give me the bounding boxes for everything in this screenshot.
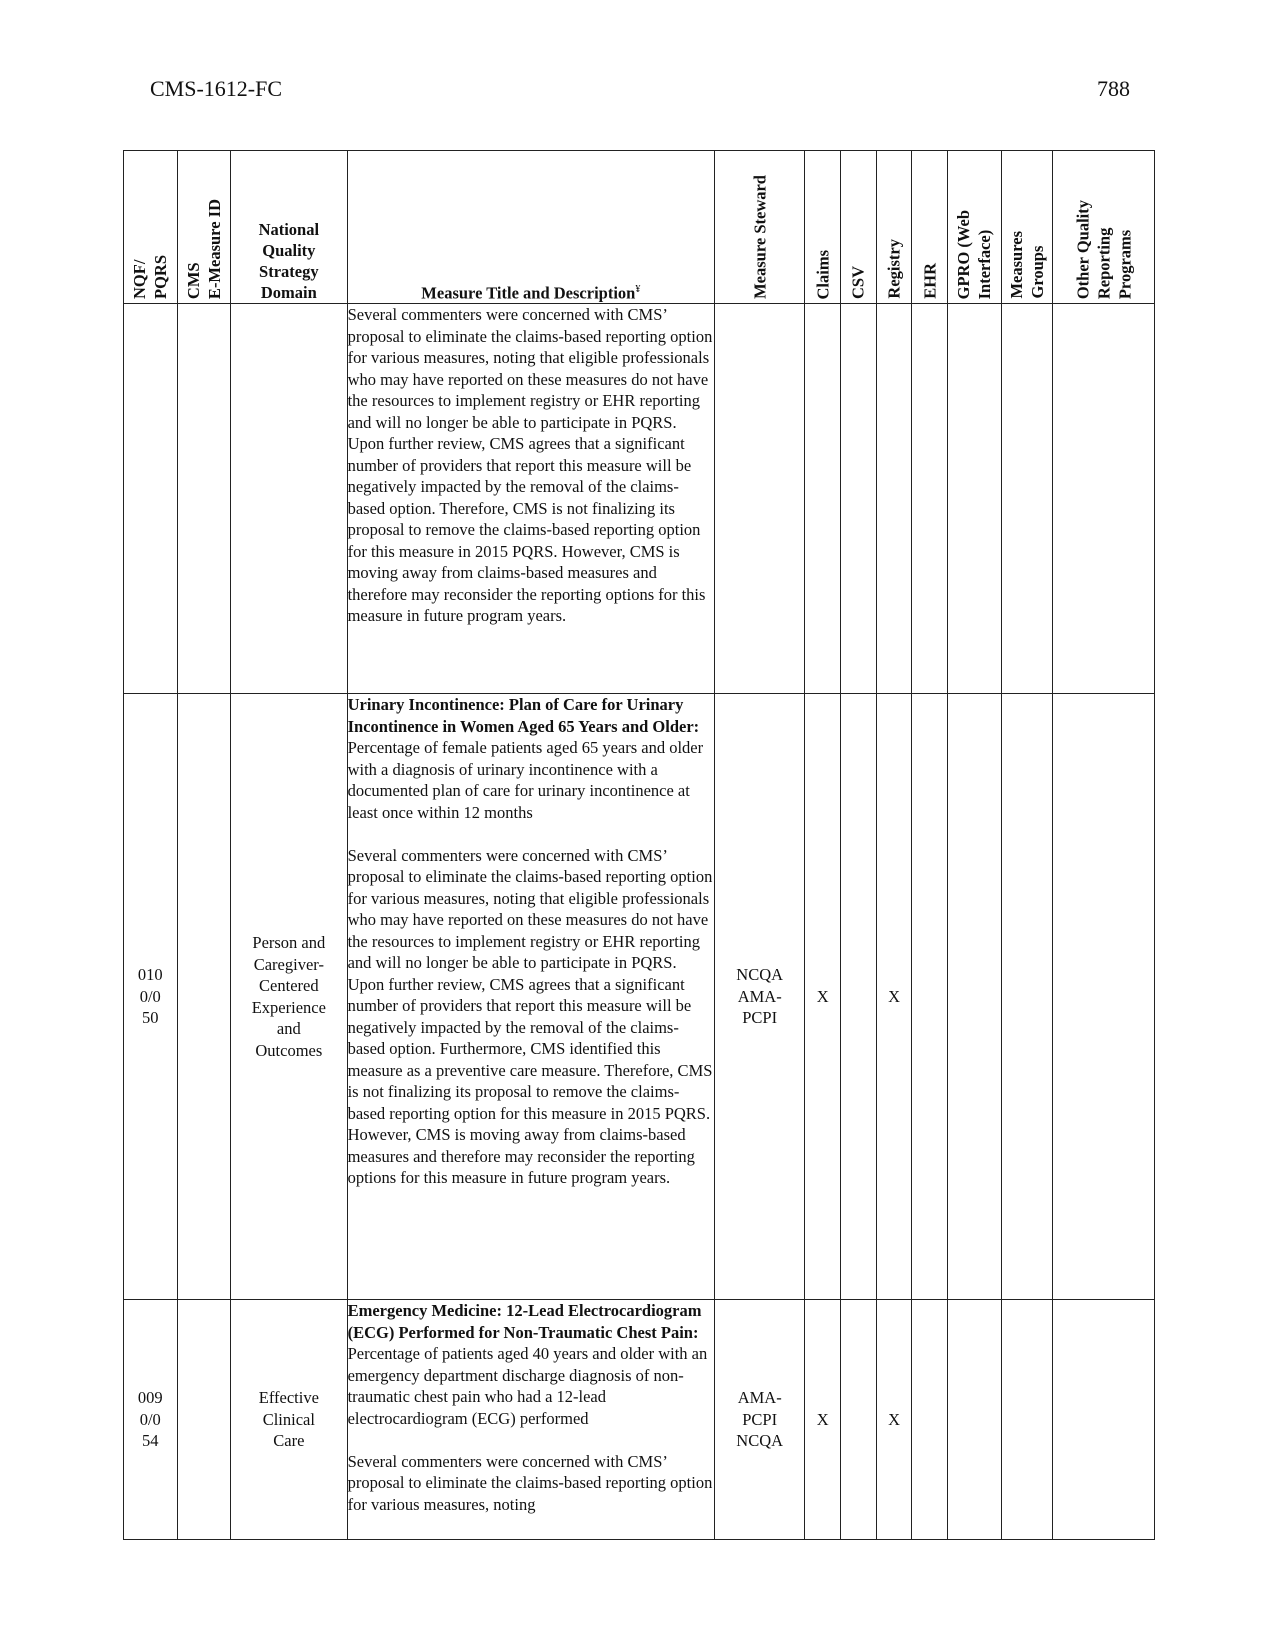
cell-domain [231,304,348,694]
cell-registry: X [876,694,912,1300]
col-header-gpro: GPRO (Web Interface) [948,151,1002,304]
cell-ehr [912,694,948,1300]
col-header-csv: CSV [841,151,877,304]
col-header-measure-title: Measure Title and Description¥ [347,151,714,304]
cell-measures-groups [1001,694,1052,1300]
cell-nqf: 010 0/0 50 [124,694,178,1300]
commenter-paragraph: Several commenters were concerned with CMS’ proposal to eliminate the claims-based reporting option for various measures, noting that eligible professionals who may have reported on these measures do not have the resources to implement registry or EHR reporting and will no longer be able to participate in PQRS. Upon further review, CMS agrees that a significant number of providers that report this measure will be negatively impacted by the removal of the claims-based option. Therefore, CMS is not finalizing its proposal to remove the claims-based reporting option for this measure in 2015 PQRS. However, CMS is moving away from claims-based measures and therefore may reconsider the reporting options for this measure in future program years. [347,305,713,625]
table-row [124,304,1155,694]
cell-steward: NCQA AMA- PCPI [715,694,805,1300]
cell-steward: AMA- PCPI NCQA [715,1300,805,1540]
cell-description [347,304,714,694]
cell-other-programs [1053,1300,1155,1540]
measures-table [123,150,1155,1540]
col-header-registry: Registry [876,151,912,304]
cell-steward [715,304,805,694]
page-number: 788 [1097,76,1130,101]
cell-description [347,1300,714,1540]
measure-title: Emergency Medicine: 12-Lead Electrocardiogram (ECG) Performed for Non-Traumatic Chest Pain: [347,1301,702,1342]
measure-description: Emergency Medicine: 12-Lead Electrocardiogram (ECG) Performed for Non-Traumatic Chest Pain: Percentage of patients aged 40 years and older with an emergency department discharge diagnosis of non-traumatic chest pain who had a 12-lead electrocardiogram (ECG) performed [347,1301,708,1428]
col-header-ehr: EHR [912,151,948,304]
cell-domain: Person and Caregiver- Centered Experience and Outcomes [231,694,348,1300]
yen-footnote-mark: ¥ [635,283,641,295]
cell-claims: X [805,694,841,1300]
col-header-measure-steward: Measure Steward [715,151,805,304]
cell-gpro [948,694,1002,1300]
cell-claims: X [805,1300,841,1540]
table-row [124,694,1155,1300]
col-header-measures-groups: Measures Groups [1001,151,1052,304]
col-header-nqf-pqrs: NQF/ PQRS [124,151,178,304]
cell-csv [841,694,877,1300]
cell-nqf: 009 0/0 54 [124,1300,178,1540]
cell-nqf [124,304,178,694]
col-header-claims: Claims [805,151,841,304]
cell-measures-groups [1001,304,1052,694]
cell-registry: X [876,1300,912,1540]
cell-description [347,694,714,1300]
cell-registry [876,304,912,694]
cell-ehr [912,304,948,694]
col-header-cms-emeasure-id: CMS E-Measure ID [177,151,231,304]
cell-ehr [912,1300,948,1540]
cell-other-programs [1053,694,1155,1300]
measure-title: Urinary Incontinence: Plan of Care for Urinary Incontinence in Women Aged 65 Years and Older: [347,695,700,736]
cell-claims [805,304,841,694]
cell-cms-id [177,304,231,694]
cell-csv [841,1300,877,1540]
col-header-other-programs: Other Quality Reporting Programs [1053,151,1155,304]
cell-cms-id [177,694,231,1300]
cell-other-programs [1053,304,1155,694]
document-id: CMS-1612-FC [150,76,283,101]
measure-description: Urinary Incontinence: Plan of Care for Urinary Incontinence in Women Aged 65 Years and Older: Percentage of female patients aged 65 years and older with a diagnosis of urinary incontinence with a documented plan of care for urinary incontinence at least once within 12 months [347,695,704,822]
col-header-domain: National Quality Strategy Domain [231,151,348,304]
header-row [124,151,1155,304]
cell-csv [841,304,877,694]
cell-measures-groups [1001,1300,1052,1540]
table-row [124,1300,1155,1540]
cell-cms-id [177,1300,231,1540]
commenter-paragraph: Several commenters were concerned with CMS’ proposal to eliminate the claims-based reporting option for various measures, noting that eligible professionals who may have reported on these measures do not have the resources to implement registry or EHR reporting and will no longer be able to participate in PQRS. Upon further review, CMS agrees that a significant number of providers that report this measure will be negatively impacted by the removal of the claims-based option. Furthermore, CMS identified this measure as a preventive care measure. Therefore, CMS is not finalizing its proposal to remove the claims-based reporting option for this measure in 2015 PQRS. However, CMS is moving away from claims-based measures and therefore may reconsider the reporting options for this measure in future program years. [347,845,713,1187]
cell-domain: Effective Clinical Care [231,1300,348,1540]
cell-gpro [948,304,1002,694]
commenter-paragraph: Several commenters were concerned with CMS’ proposal to eliminate the claims-based reporting option for various measures, noting [347,1451,713,1514]
cell-gpro [948,1300,1002,1540]
